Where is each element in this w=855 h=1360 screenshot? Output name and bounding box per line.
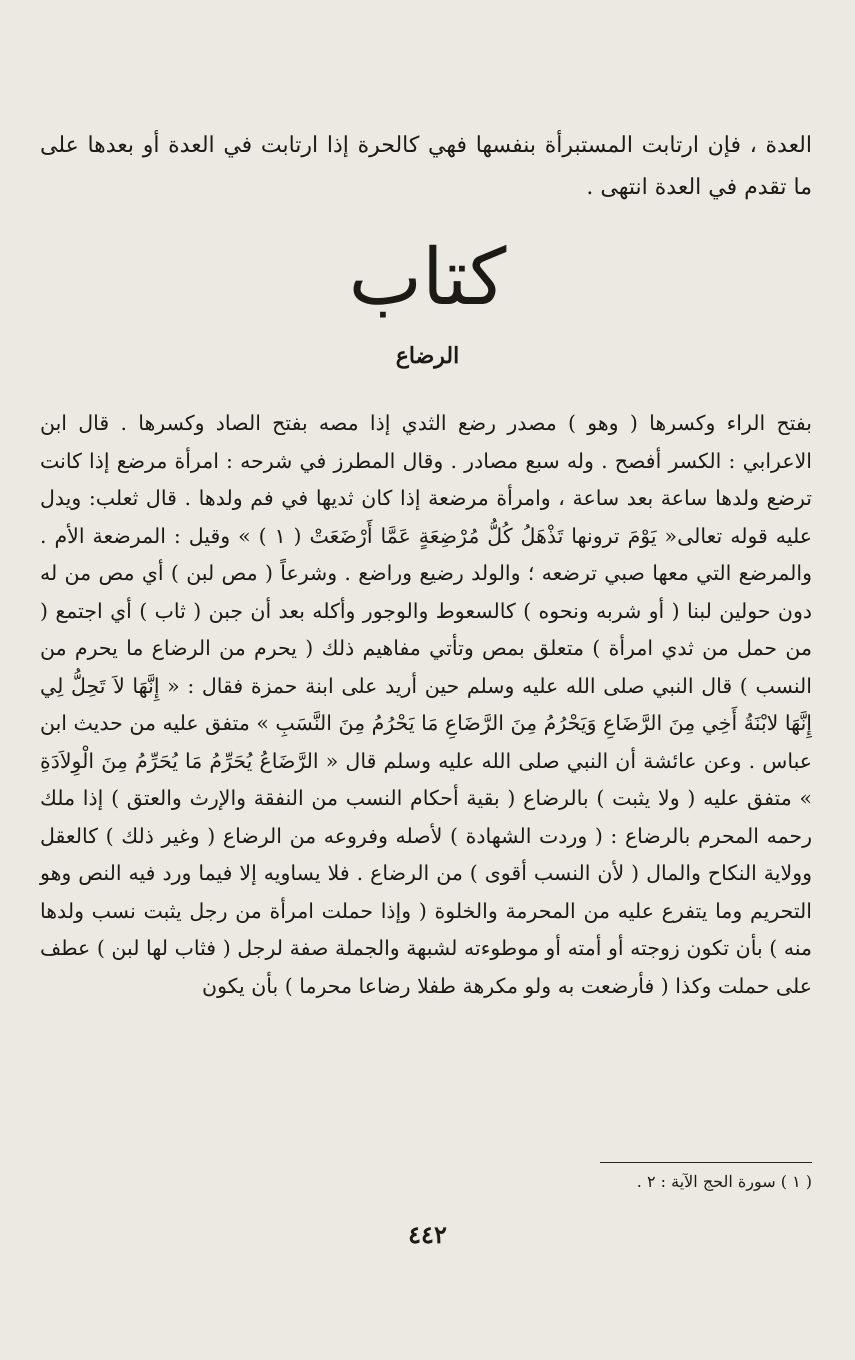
footnote-divider — [600, 1162, 812, 1163]
intro-paragraph: العدة ، فإن ارتابت المستبرأة بنفسها فهي كالحرة إذا ارتابت في العدة أو بعدها على ما تقدم في العدة انتهى . — [40, 133, 812, 200]
page-number: ٤٤٢ — [408, 1220, 447, 1249]
footnote: ( ١ ) سورة الحج الآية : ٢ . — [636, 1172, 812, 1191]
body-paragraph: بفتح الراء وكسرها ( وهو ) مصدر رضع الثدي إذا مصه بفتح الصاد وكسرها . قال ابن الاعرابي : الكسر أفصح . وله سبع مصادر . وقال المطرز في شرحه : امرأة مرضع إذا كانت ترضع ولدها ساعة بعد ساعة ، وامرأة مرضعة إذا كان ثديها في فم ولدها . قال ثعلب: ويدل عليه قوله تعالى« يَوْمَ ترونها تَذْهَلُ كُلُّ مُرْضِعَةٍ عَمَّا أَرْضَعَتْ ( ١ ) » وقيل : المرضعة الأم . والمرضع التي معها صبي ترضعه ؛ والولد رضيع وراضع . وشرعاً ( مص لبن ) أي مص من له دون حولين لبنا ( أو شربه ونحوه ) كالسعوط والوجور وأكله بعد أن جبن ( ثاب ) أي اجتمع ( من حمل من ثدي امرأة ) متعلق بمص وتأتي مفاهيم ذلك ( يحرم من الرضاع ما يحرم من النسب ) قال النبي صلى الله عليه وسلم حين أريد على ابنة حمزة فقال : « إِنَّهَا لاَ تَحِلُّ لِي إِنَّهَا لابْنَةُ أَخِي مِنَ الرَّضَاعِ وَيَحْرُمُ مِنَ الرَّضَاعِ مَا يَحْرُمُ مِنَ النَّسَبِ » متفق عليه من حديث ابن عباس . وعن عائشة أن النبي صلى الله عليه وسلم قال « الرَّضَاعُ يُحَرِّمُ مَا يُحَرِّمُ مِنَ الْوِلاَدَةِ » متفق عليه ( ولا يثبت ) بالرضاع ( بقية أحكام النسب من النفقة والإرث والعتق ) إذا ملك رحمه المحرم بالرضاع : ( وردت الشهادة ) لأصله وفروعه من الرضاع ( وغير ذلك ) كالعقل وولاية النكاح والمال ( لأن النسب أقوى ) من الرضاع . فلا يساويه إلا فيما ورد فيه النص وهو التحريم وما يتفرع عليه من المحرمة والخلوة ( وإذا حملت امرأة من رجل يثبت نسب ولدها منه ) بأن تكون زوجته أو أمته أو موطوءته لشبهة والجملة صفة لرجل ( فثاب لها لبن ) عطف على حملت وكذا ( فأرضعت به ولو مكرهة طفلا رضاعا محرما ) بأن يكون — [40, 411, 812, 998]
book-title: كتاب — [348, 233, 507, 323]
chapter-title: الرضاع — [395, 343, 460, 369]
